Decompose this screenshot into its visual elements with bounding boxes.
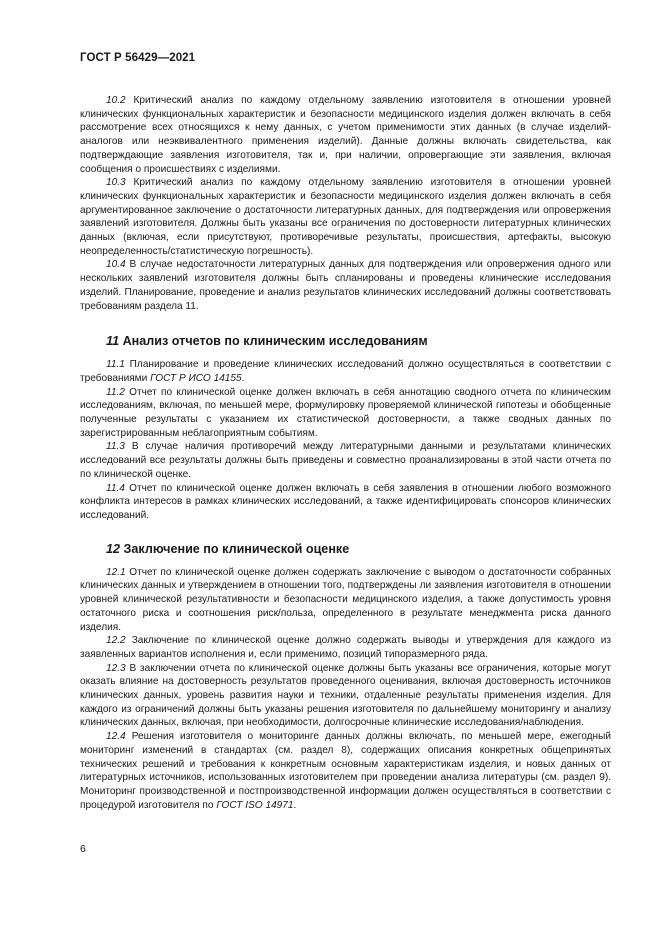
standard-reference: ГОСТ Р ИСО 14155 xyxy=(150,372,242,384)
clause-text: Планирование и проведение клинических исследований должно осуществляться в соответствии с требованиями xyxy=(80,359,611,384)
paragraph-12-4 xyxy=(80,730,611,812)
clause-text: В случае наличия противоречий между литературными данными и результатами клинических исследований все результаты должны быть приведены и совместно проанализированы в этой части отчета по по клинической оценке. xyxy=(80,441,611,480)
clause-text: В заключении отчета по клинической оценке должны быть указаны все ограничения, которые могут оказать влияние на достоверность результатов проведенного оценивания, включая достоверность источников клинических данных, уровень развития науки и техники, отдаленные результаты применения изделия. Для каждого из ограничений должны быть указаны решения изготовителя по дальнейшему мониторингу и анализу клинических данных, включая, при необходимости, долгосрочные клинические исследования/наблюдения. xyxy=(80,662,611,729)
standard-reference: ГОСТ ISO 14971 xyxy=(216,799,294,811)
clause-text: Отчет по клинической оценке должен включать в себя аннотацию сводного отчета по клиническим исследованиям, включая, по меньшей мере, формулировку проверяемой клинической гипотезы и обобщенные полученные результаты с указанием их статистической достоверности, а также сводных данных по зарегистрированным неблагоприятным событиям. xyxy=(80,386,611,439)
paragraph-11-4 xyxy=(80,482,611,523)
clause-number: 11.1 xyxy=(106,359,125,371)
section-heading-12 xyxy=(80,541,611,557)
clause-text: Решения изготовителя о мониторинге данных должны включать, по меньшей мере, ежегодный мониторинг изменений в стандартах (см. раздел 8), содержащих описания конкретных общепринятых технических решений и требования к конкретным основным характеристикам изделия, и новых данных от литературных источников, использованных изготовителем при проведении анализа литературы (см. раздел 9). Мониторинг производственной и постпроизводственной информации должен осуществляться в соответствии с процедурой изготовителя по xyxy=(80,731,611,811)
clause-number: 11.4 xyxy=(106,482,125,494)
clause-number: 10.2 xyxy=(106,95,126,106)
clause-number: 11.3 xyxy=(106,441,125,453)
paragraph-12-2 xyxy=(80,634,611,661)
clause-number: 12.2 xyxy=(106,635,126,647)
clause-text: Отчет по клинической оценке должен включать в себя заявления в отношении любого возможного конфликта интересов в рамках клинических исследований, а также идентифицировать спонсоров клинических исследований. xyxy=(80,482,611,521)
page-number: 6 xyxy=(80,843,86,855)
clause-number: 10.3 xyxy=(106,177,126,189)
paragraph-10-2 xyxy=(80,94,611,176)
paragraph-11-1 xyxy=(80,358,611,385)
clause-tail: . xyxy=(293,799,297,811)
clause-text: Отчет по клинической оценке должен содержать заключение с выводом о достаточности собранных клинических данных и утверждением в отношении того, подтверждены ли заявления изготовителя в отношении уровней клинической результативности и безопасности медицинского изделия, а также допустимость уровня остаточного риска и соотношения риск/польза, определенного в результате менеджмента риска данного изделия. xyxy=(80,566,611,633)
clause-number: 12.1 xyxy=(106,566,126,578)
paragraph-10-3 xyxy=(80,176,611,258)
section-title: Анализ отчетов по клиническим исследованиям xyxy=(119,334,428,349)
paragraph-12-1 xyxy=(80,566,611,635)
clause-number: 12.3 xyxy=(106,662,126,674)
section-title: Заключение по клинической оценке xyxy=(120,541,350,556)
clause-text: Заключение по клинической оценке должно содержать выводы и утверждения для каждого из заявленных вариантов исполнения и, если применимо, позиций типоразмерного ряда. xyxy=(80,635,611,660)
paragraph-11-3 xyxy=(80,440,611,481)
document-body xyxy=(80,94,611,812)
clause-tail: . xyxy=(241,372,245,384)
document-header: ГОСТ Р 56429—2021 xyxy=(80,52,196,64)
section-number: 12 xyxy=(106,541,121,556)
clause-number: 11.2 xyxy=(106,386,125,398)
paragraph-10-4 xyxy=(80,258,611,313)
clause-number: 10.4 xyxy=(106,259,126,271)
section-heading-11 xyxy=(80,333,611,349)
clause-text: Критический анализ по каждому отдельному заявлению изготовителя в отношении уровней клинических функциональных характеристик и безопасности медицинского изделия должен включать в себя аргументированное заключение о достаточности литературных данных, для подтверждения или опровержения заявлений изготовителя. Должны быть указаны все ограничения по достоверности литературных клинических данных (включая, если присутствуют, противоречивые результаты, происшествия, артефакты, высокую неопределенность/статистическую погрешность). xyxy=(80,177,611,257)
clause-text: В случае недостаточности литературных данных для подтверждения или опровержения одного или нескольких заявлений изготовителя должны быть спланированы и проведены клинические исследования изделий. Планирование, проведение и анализ результатов клинических исследований должны соответствовать требованиям раздела 11. xyxy=(80,259,611,312)
section-number: 11 xyxy=(106,334,120,349)
clause-number: 12.4 xyxy=(106,731,126,743)
clause-text: Критический анализ по каждому отдельному заявлению изготовителя в отношении уровней клинических функциональных характеристик и безопасности медицинского изделия должен включать в себя рассмотрение всех относящихся к нему данных, с учетом применимости этих данных (в случае изделий-аналогов или неэквивалентного применения изделий). Данные должны включать свидетельства, как подтверждающие заявления изготовителя, так и, при наличии, опровергающие эти заявления, включая сообщения о происшествиях с изделиями. xyxy=(80,95,611,175)
paragraph-11-2 xyxy=(80,386,611,441)
paragraph-12-3 xyxy=(80,662,611,731)
